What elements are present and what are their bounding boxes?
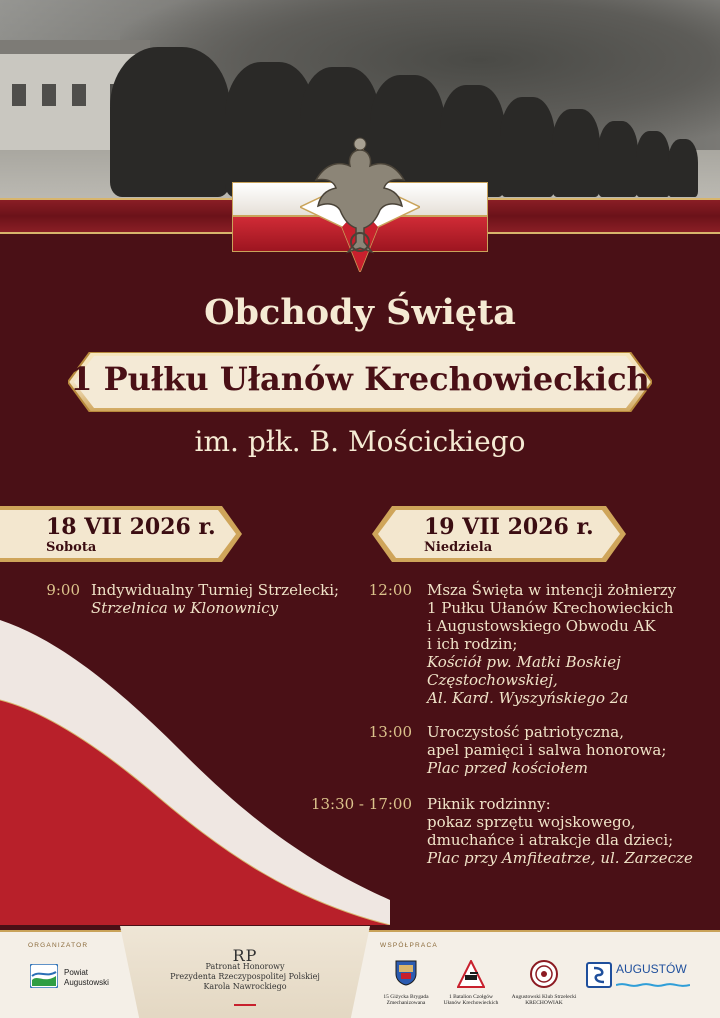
event-line: 1 Pułku Ułanów Krechowieckich — [427, 599, 674, 617]
regiment-name: 1 Pułku Ułanów Krechowieckich — [70, 360, 650, 398]
partner-name — [440, 994, 502, 1006]
event-title: Obchody Święta — [204, 292, 516, 333]
tank-battalion-icon — [457, 960, 485, 988]
event-place: Plac przed kościołem — [427, 759, 588, 777]
partner-name-line: Zmechanizowana — [386, 1000, 426, 1006]
patron-line: Patronat Honorowy — [205, 962, 285, 971]
powiat-logo-icon — [30, 964, 58, 988]
organizer-label: ORGANIZATOR — [28, 942, 89, 949]
regiment-patron: im. płk. B. Mościckiego — [194, 425, 526, 458]
brigade-shield-icon — [395, 960, 417, 986]
event-place: Kościół pw. Matki Boskiej — [427, 653, 621, 671]
event-line: dmuchańce i atrakcje dla dzieci; — [427, 831, 674, 849]
day-date: 19 VII 2026 r. — [424, 514, 594, 540]
event-time: 12:00 — [368, 581, 412, 599]
augustow-logo-text: AUGUSTÓW — [616, 962, 687, 976]
event-place: Częstochowskiej, — [427, 671, 558, 689]
organizer-name — [64, 968, 109, 988]
eagle-emblem-icon — [306, 130, 414, 265]
event-line: pokaz sprzętu wojskowego, — [427, 813, 636, 831]
event-place: Plac przy Amfiteatrze, ul. Zarzecze — [427, 849, 693, 867]
cavalry-rider — [636, 131, 670, 197]
augustow-wave-icon — [616, 982, 690, 988]
shooting-club-icon — [530, 960, 558, 988]
day-weekday: Sobota — [46, 540, 97, 555]
partner-name — [378, 994, 434, 1006]
partner-name-line: 15 Giżycka Brygada — [383, 994, 429, 1000]
patron-monogram: RP — [232, 946, 258, 965]
cavalry-rider — [500, 97, 555, 197]
event-time: 9:00 — [46, 581, 80, 599]
cavalry-rider — [552, 109, 600, 197]
event-line: Piknik rodzinny: — [427, 795, 551, 813]
patron-divider — [234, 1004, 256, 1006]
patron-line: Prezydenta Rzeczypospolitej Polskiej — [170, 972, 320, 981]
partner-name-line: KRECHOWIAK — [525, 1000, 563, 1006]
event-description — [427, 581, 717, 707]
cavalry-rider — [110, 47, 230, 197]
event-place: Strzelnica w Klonownicy — [91, 599, 279, 617]
cavalry-rider — [440, 85, 505, 197]
partner-name — [508, 994, 580, 1006]
partner-name-line: 1 Batalion Czołgów — [449, 994, 493, 1000]
day-plate-sunday — [372, 506, 626, 562]
event-line: Uroczystość patriotyczna, — [427, 723, 624, 741]
cavalry-rider — [668, 139, 698, 197]
event-line: Msza Święta w intencji żołnierzy — [427, 581, 677, 599]
event-place: Al. Kard. Wyszyńskiego 2a — [427, 689, 629, 707]
cavalry-rider — [598, 121, 638, 197]
day-plate-saturday — [0, 506, 242, 562]
day-weekday: Niedziela — [424, 540, 493, 555]
cooperation-label: WSPÓŁPRACA — [380, 942, 438, 949]
augustow-crest-icon — [586, 962, 612, 988]
event-line: apel pamięci i salwa honorowa; — [427, 741, 667, 759]
event-time: 13:00 — [368, 723, 412, 741]
organizer-name-line: Powiat — [64, 968, 89, 977]
event-time: 13:30 - 17:00 — [310, 795, 412, 813]
partner-name-line: Ułanów Krechowieckich — [443, 1000, 499, 1006]
patron-line: Karola Nawrockiego — [203, 982, 287, 991]
partner-name-line: Augustowski Klub Strzelecki — [511, 994, 577, 1000]
patron-text — [120, 962, 370, 992]
event-description — [427, 795, 717, 867]
event-line: Indywidualny Turniej Strzelecki; — [91, 581, 340, 599]
day-date: 18 VII 2026 r. — [46, 514, 216, 540]
event-line: i Augustowskiego Obwodu AK — [427, 617, 656, 635]
event-description — [427, 723, 717, 777]
flag-swoosh — [0, 600, 390, 925]
footer — [0, 930, 720, 1018]
event-line: i ich rodzin; — [427, 635, 518, 653]
organizer-name-line: Augustowski — [64, 978, 109, 987]
